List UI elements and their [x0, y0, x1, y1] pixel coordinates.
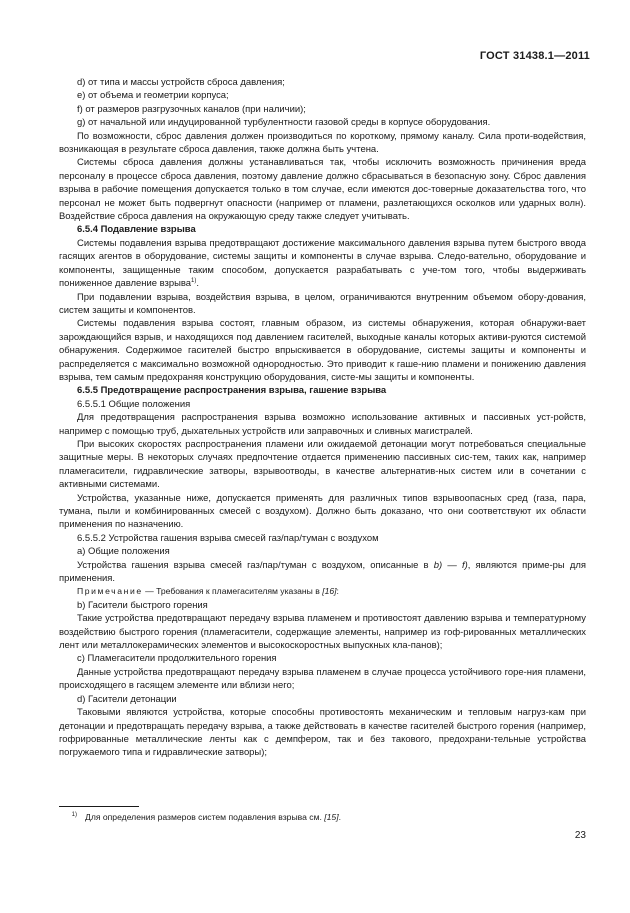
- page-number: 23: [574, 830, 586, 841]
- note-end: :: [336, 586, 339, 597]
- subsection-heading-6-5-5-1: 6.5.5.1 Общие положения: [77, 398, 191, 410]
- paragraph: Устройства, указанные ниже, допускается применять для различных типов взрывоопасных сред (газа, пара, тумана, пыли и комбинированных смесей с воздухом). Должно быть доказано, что они соответствуют их области применения по назначению.: [59, 492, 586, 531]
- footnote-reference: 1): [191, 278, 197, 285]
- standard-code: ГОСТ 31438.1—2011: [479, 50, 590, 62]
- list-heading-c: с) Пламегасители продолжительного горения: [77, 653, 277, 665]
- paragraph: [59, 559, 586, 586]
- paragraph-text-end: , являются приме-ры для применения.: [59, 559, 586, 585]
- list-item-g: g) от начальной или индуцированной турбулентности газовой среды в корпусе оборудования.: [77, 117, 491, 129]
- note-text: — Требования к пламегасителям указаны в: [142, 586, 323, 597]
- note-reference: [16]: [322, 586, 337, 597]
- list-item-f: f) от размеров разгрузочных каналов (при наличии);: [77, 103, 306, 115]
- note: [59, 585, 586, 598]
- footnote-reference: [15]: [324, 812, 339, 822]
- paragraph: [59, 237, 586, 291]
- footnote-end: .: [338, 812, 341, 822]
- subsection-heading-6-5-5-2: 6.5.5.2 Устройства гашения взрыва смесей газ/пар/туман с воздухом: [77, 532, 379, 544]
- paragraph-text: Устройства гашения взрыва смесей газ/пар/туман с воздухом, описанные в: [77, 559, 434, 571]
- paragraph: При высоких скоростях распространения пламени или ожидаемой детонации могут потребоваться специальные защитные меры. В некоторых случаях предпочтение отдается применению пассивных сис-тем, таких как, например пламегасители, гидравлические затворы, взрывоотводы, в качестве альтернатив-ных систем или в сочетании с активными системами.: [59, 438, 586, 491]
- section-heading-6-5-5: 6.5.5 Предотвращение распространения взрыва, гашение взрыва: [77, 385, 387, 397]
- paragraph-end: .: [196, 278, 200, 290]
- section-heading-6-5-4: 6.5.4 Подавление взрыва: [77, 224, 196, 236]
- main-text: [59, 76, 586, 760]
- footnote: $^{1)}$ Для определения размеров систем подавления взрыва см. [15].: [71, 812, 341, 822]
- paragraph: Такие устройства предотвращают передачу взрыва пламенем и противостоят давлению взрыва и температурному воздействию быстрого горения (пламегасители, содержащие элементы, например из гоф-рированных металлических лент или металлокерамических элементов и высокоскоростных выпускных кла-панов);: [59, 613, 586, 652]
- paragraph: Данные устройства предотвращают передачу взрыва пламенем в случае процесса устойчивого горе-ния пламени, происходящего в гасящем элементе или вблизи него;: [59, 666, 586, 692]
- list-heading-a: а) Общие положения: [77, 546, 170, 558]
- list-heading-b: b) Гасители быстрого горения: [77, 599, 208, 611]
- paragraph-text: Системы подавления взрыва предотвращают достижение максимального давления взрыва путем быстрого ввода гасящих агентов в оборудование, системы защиты и компоненты в случае взрыва. Следо-вательно, оборудование и компоненты, защищенные таким способом, допускается разрабатывать с уче-том того, чтобы выдерживать пониженное давление взрыва: [59, 237, 586, 290]
- paragraph: Таковыми являются устройства, которые способны противостоять механическим и тепловым нагруз-кам при детонации и предотвращать передачу взрыва, а также действовать в качестве гасителей быстрого горения (например, гофрированные металлические ленты как с демпфером, так и без такового, предохрани-тельные устройства погружаемого типа и гидравлические затворы);: [59, 707, 586, 759]
- paragraph: Системы сброса давления должны устанавливаться так, чтобы исключить возможность причинения вреда персоналу в процессе сброса давления, поэтому давление должно сбрасываться в безопасную зону. Сброс давления взрыва в рабочие помещения допускается только в том случае, если имеются дос-товерные доказательства того, что персонал не может быть подвергнут опасности (например от пламени, разлетающихся осколков или ударных волн). Воздействие сброса давления на окружающую среду также следует учитывать.: [59, 157, 586, 223]
- paragraph: По возможности, сброс давления должен производиться по короткому, прямому каналу. Сила проти-водействия, возникающая в результате сброса давления, также должна быть учтена.: [59, 130, 586, 156]
- note-label: Примечание: [77, 586, 143, 597]
- paragraph: Системы подавления взрыва состоят, главным образом, из системы обнаружения, которая обнаружи-вает зарождающийся взрыв, и находящихся под давлением гасителей, выходные каналы которых активи-руются системой обнаружения. Содержимое гасителей быстро впрыскивается в оборудование, системы защиты и компоненты и распределяется с максимально возможной однородностью. Это приводит к гаше-нию пламени и понижению давления взрыва, тем самым предохраняя конструкцию оборудования, систе-мы защиты и компоненты.: [59, 318, 586, 383]
- list-item-d: d) от типа и массы устройств сброса давления;: [77, 77, 285, 88]
- list-heading-d: d) Гасители детонации: [77, 693, 177, 705]
- paragraph: При подавлении взрыва, воздействия взрыва, в целом, ограничиваются внутренним объемом обору-дования, систем защиты и компонентов.: [59, 291, 586, 316]
- item-range: b) — f): [433, 559, 468, 571]
- footnote-divider: [59, 806, 139, 807]
- list-item-e: е) от объема и геометрии корпуса;: [77, 90, 229, 102]
- paragraph: Для предотвращения распространения взрыва возможно использование активных и пассивных уст-ройств, например с помощью труб, дыхательных устройств или заправочных и сливных магистралей.: [59, 412, 586, 437]
- footnote-text: Для определения размеров систем подавления взрыва см.: [85, 812, 325, 822]
